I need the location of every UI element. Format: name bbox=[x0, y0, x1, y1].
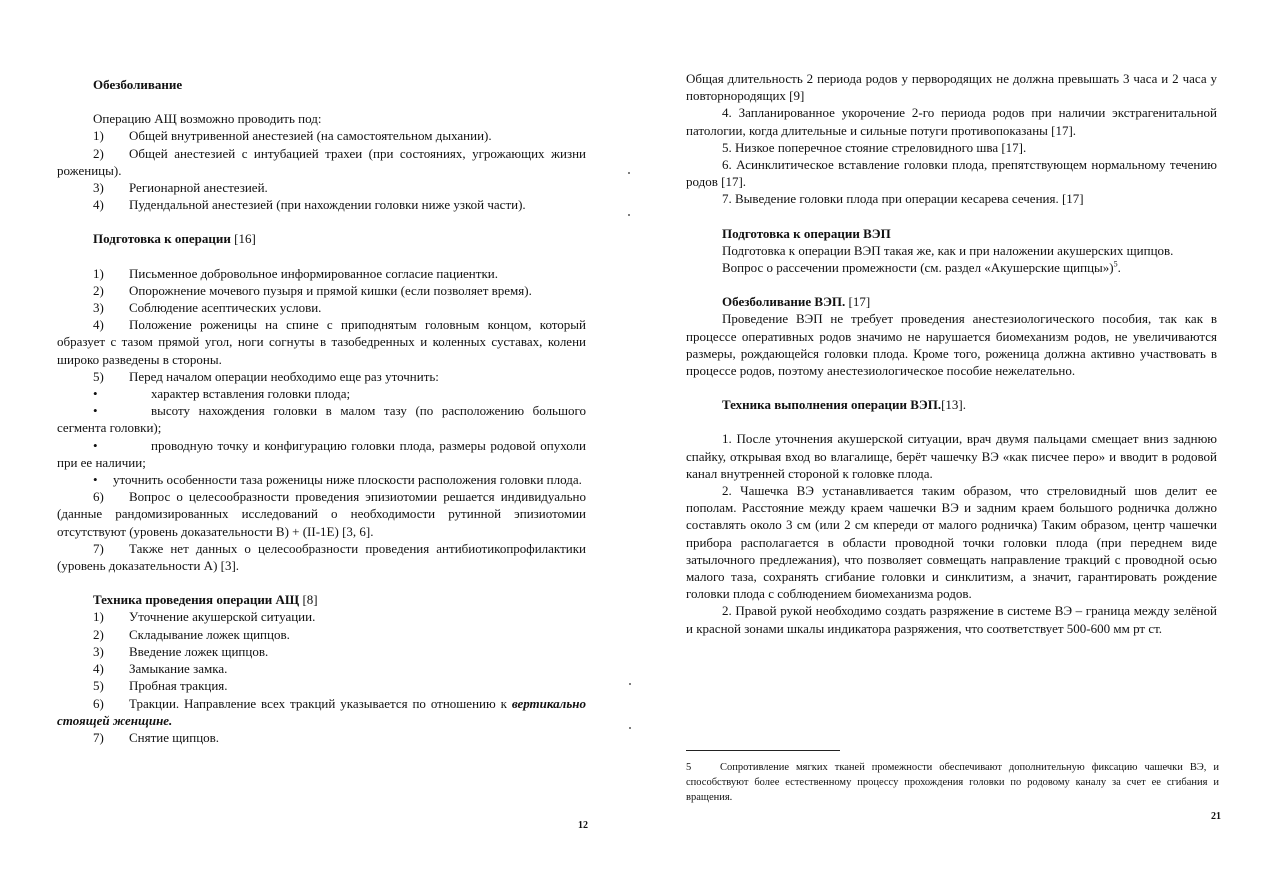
anesthesia-heading: Обезболивание bbox=[93, 77, 183, 92]
anesthesia-item: 4) Пудендальной анестезией (при нахождении головки ниже узкой части). bbox=[93, 197, 526, 213]
footnote-marker[interactable]: 5 bbox=[1113, 259, 1118, 269]
scan-speck bbox=[629, 683, 631, 685]
technique-item: 6) Тракции. Направление всех тракций указывается по отношению к вертикально стоящей женщине. bbox=[57, 695, 586, 728]
technique-item: 7) Снятие щипцов. bbox=[93, 729, 220, 745]
vep-anesthesia-text: Проведение ВЭП не требует проведения анестезиологического пособия, так как в процессе оперативных родов значимо не нарушается биомеханизм родов, не увеличиваются размеры, рождающейся головки плода. Кроме того, роженица должна активно участвовать в процессе родов, поэтому анестезиологическое пособие нежелательно. bbox=[686, 311, 1217, 379]
technique-item: 3) Введение ложек щипцов. bbox=[93, 643, 269, 659]
vep-prep-text: Подготовка к операции ВЭП такая же, как и при наложении акушерских щипцов. bbox=[722, 242, 1174, 258]
page-number: 21 bbox=[1211, 811, 1221, 822]
prep-bullet: • уточнить особенности таза роженицы ниже плоскости расположения головки плода. bbox=[93, 472, 582, 488]
technique-item: 4) Замыкание замка. bbox=[93, 661, 228, 677]
prep-item: 6) Вопрос о целесообразности проведения эпизиотомии решается индивидуально (данные рандомизированных исследований о необходимости рутинной эпизиотомии отсутствуют (уровень доказательности В) + (II-1E) [3, 6]. bbox=[57, 489, 586, 539]
vep-prep-heading: Подготовка к операции ВЭП bbox=[722, 225, 891, 241]
vep-anesthesia-heading: Обезболивание ВЭП. [17] bbox=[722, 294, 871, 310]
scan-speck bbox=[629, 727, 631, 729]
indication-item: 5. Низкое поперечное стояние стреловидного шва [17]. bbox=[722, 139, 1027, 155]
prep-item: 7) Также нет данных о целесообразности проведения антибиотикопрофилактики (уровень доказательности А) [3]. bbox=[57, 540, 586, 574]
duration-paragraph: Общая длительность 2 периода родов у первородящих не должна превышать 3 часа и 2 часа у повторнородящих [9] bbox=[686, 71, 1217, 104]
anesthesia-item: 3) Регионарной анестезией. bbox=[93, 180, 268, 196]
vep-technique-heading: Техника выполнения операции ВЭП.[13]. bbox=[722, 397, 966, 413]
indication-item: 7. Выведение головки плода при операции кесарева сечения. [17] bbox=[722, 191, 1084, 207]
prep-item: 4) Положение роженицы на спине с приподнятым головным концом, который образует с тазом прямой угол, ноги согнуты в тазобедренных и коленных суставах, колени широко разведены в стороны. bbox=[57, 317, 586, 367]
technique-item: 2) Складывание ложек щипцов. bbox=[93, 626, 290, 642]
prep-item: 1) Письменное добровольное информированное согласие пациентки. bbox=[93, 265, 498, 281]
prep-bullet: • высоту нахождения головки в малом тазу (по расположению большого сегмента головки); bbox=[57, 403, 586, 436]
prep-bullet: • характер вставления головки плода; bbox=[93, 386, 351, 402]
perineum-text: Вопрос о рассечении промежности (см. раздел «Акушерские щипцы»)$^5$. bbox=[722, 259, 1121, 276]
page-number: 12 bbox=[578, 820, 588, 831]
indication-item: 6. Асинклитическое вставление головки плода, препятствующем нормальному течению родов [17]. bbox=[686, 157, 1217, 190]
prep-heading: Подготовка к операции [16] bbox=[93, 231, 256, 247]
technique-item: 1) Уточнение акушерской ситуации. bbox=[93, 609, 316, 625]
right-page bbox=[637, 0, 1274, 895]
prep-bullet: • проводную точку и конфигурацию головки плода, размеры родовой опухоли при ее наличии; bbox=[57, 437, 586, 470]
technique-heading: Техника проведения операции АЩ [8] bbox=[93, 592, 318, 608]
scan-speck bbox=[628, 214, 630, 216]
scan-speck bbox=[628, 172, 630, 174]
footnote: 5 Сопротивление мягких тканей промежности обеспечивают дополнительную фиксацию чашечки ВЭ, и способствуют более естественному процессу прохождения головки по родовому каналу за счет ее сгибания и вращения. bbox=[686, 762, 1219, 803]
anesthesia-item: 2) Общей анестезией с интубацией трахеи (при состояниях, угрожающих жизни роженицы). bbox=[57, 145, 586, 178]
technique-step: 2. Правой рукой необходимо создать разряжение в системе ВЭ – граница между зелёной и красной зонами шкалы индикатора разряжения, что соответствует 500-600 мм рт ст. bbox=[686, 603, 1217, 636]
technique-item: 5) Пробная тракция. bbox=[93, 678, 228, 694]
technique-step: 2. Чашечка ВЭ устанавливается таким образом, что стреловидный шов делит ее пополам. Расстояние между краем чашечки ВЭ и задним краем большого родничка должно составлять около 3 см (или 2 см кпереди от малого родничка) Таким образом, центр чашечки прибора располагается в области проводной точки головки плода (при переднем виде затылочного предлежания), что позволяет совмещать направление тракций с проводной осью малого таза, сохранять сгибание головки и синклитизм, а значит, гарантировать рождение головки плода с соблюдением биомеханизма родов. bbox=[686, 483, 1217, 602]
footnote-divider bbox=[686, 750, 840, 751]
right-page-text bbox=[686, 70, 1217, 637]
prep-item: 2) Опорожнение мочевого пузыря и прямой кишки (если позволяет время). bbox=[93, 282, 532, 298]
prep-item: 5) Перед началом операции необходимо еще раз уточнить: bbox=[93, 368, 439, 384]
indication-item: 4. Запланированное укорочение 2-го периода родов при наличии экстрагенитальной патологии, когда длительные и сильные потуги противопоказаны [17]. bbox=[686, 105, 1217, 138]
left-page-text bbox=[57, 76, 586, 746]
anesthesia-intro: Операцию АЩ возможно проводить под: bbox=[93, 111, 322, 127]
prep-item: 3) Соблюдение асептических услови. bbox=[93, 300, 322, 316]
technique-step: 1. После уточнения акушерской ситуации, врач двумя пальцами смещает вниз заднюю спайку, открывая вход во влагалище, берёт чашечку ВЭ «как писчее перо» и вводит в родовой канал внутренней стороной к головке плода. bbox=[686, 431, 1217, 481]
anesthesia-item: 1) Общей внутривенной анестезией (на самостоятельном дыхании). bbox=[93, 128, 492, 144]
